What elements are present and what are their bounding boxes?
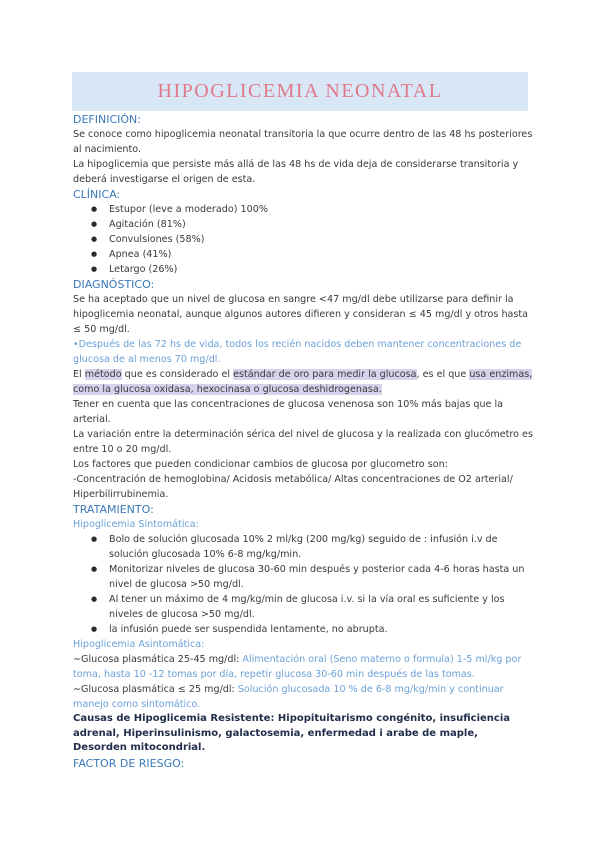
diagnostico-paragraph-3 [73, 367, 533, 397]
causas-paragraph: Causas de Hipoglicemia Resistente: Hipopituitarismo congénito, insuficiencia adrenal, Hiperinsulinismo, galactosemia, enfermedad i arabe de maple, Desorden mitocondrial. [73, 713, 511, 753]
list-item: ● Apnea (41%) [109, 247, 533, 262]
asintomatica-line-1 [73, 652, 533, 682]
highlight-estandar: estándar de oro para medir la glucosa [233, 369, 417, 380]
list-item: ● Letargo (26%) [109, 262, 533, 277]
text-run: , es el que [416, 369, 470, 380]
list-item: ● la infusión puede ser suspendida lentamente, no abrupta. [109, 622, 533, 637]
text-run: El [73, 369, 85, 380]
list-item: ● Convulsiones (58%) [109, 232, 533, 247]
clinica-heading: CLÍNICA: [73, 188, 121, 201]
text-run-blue: Solución glucosada 10 % de 6-8 mg/kg/min y continuar manejo como sintomático. [73, 684, 504, 710]
title-banner [72, 72, 528, 111]
diagnostico-paragraph-1: Se ha aceptado que un nivel de glucosa en sangre <47 mg/dl debe utilizarse para definir la hipoglicemia neonatal, aunque algunos autores difieren y consideran ≤ 45 mg/dl y otros hasta ≤ 50 mg/dl. [73, 294, 529, 335]
text-run: Glucosa plasmática 25-45 mg/dl: [81, 654, 243, 665]
factor-heading: FACTOR DE RIESGO: [73, 756, 185, 770]
tratamiento-list [73, 532, 533, 637]
diagnostico-paragraph-4: Tener en cuenta que las concentraciones de glucosa venenosa son 10% más bajas que la arterial. [73, 399, 504, 425]
highlight-enzimas: usa enzimas, como la glucosa oxidasa, hexocinasa o glucosa deshidrogenasa. [73, 369, 533, 395]
list-item: ● Estupor (leve a moderado) 100% [109, 202, 533, 217]
diagnostico-paragraph-7: -Concentración de hemoglobina/ Acidosis metabólica/ Altas concentraciones de O2 arterial/ Hiperbilirrubinemia. [73, 474, 513, 500]
tilde-mark: ∼ [73, 684, 82, 695]
text-run: Glucosa plasmática ≤ 25 mg/dl: [81, 684, 238, 695]
sintomatica-subheading: Hipoglicemia Sintomática: [73, 519, 199, 530]
list-item: ● Al tener un máximo de 4 mg/kg/min de glucosa i.v. si la vía oral es suficiente y los niveles de glucosa >50 mg/dl. [109, 592, 533, 622]
list-item: ● Agitación (81%) [109, 217, 533, 232]
diagnostico-note: •Después de las 72 hs de vida, todos los recién nacidos deben mantener concentraciones de glucosa de al menos 70 mg/dl. [73, 339, 522, 365]
highlight-metodo: método [84, 369, 122, 380]
clinica-list [73, 202, 533, 277]
diagnostico-paragraph-6: Los factores que pueden condicionar cambios de glucosa por glucometro son: [73, 459, 448, 470]
definicion-paragraph-1: Se conoce como hipoglicemia neonatal transitoria la que ocurre dentro de las 48 hs posteriores al nacimiento. [73, 129, 533, 155]
text-run: que es considerado el [121, 369, 234, 380]
tratamiento-heading: TRATAMIENTO: [73, 503, 154, 516]
diagnostico-heading: DIAGNÓSTICO: [73, 278, 155, 291]
list-item: ● Monitorizar niveles de glucosa 30-60 min después y posterior cada 4-6 horas hasta un nivel de glucosa >50 mg/dl. [109, 562, 533, 592]
text-run-blue: Alimentación oral (Seno materno o formula) 1-5 ml/kg por toma, hasta 10 -12 tomas por día, repetir glucosa 30-60 min después de las tomas. [73, 654, 522, 680]
asintomatica-line-2 [73, 682, 533, 712]
asintomatica-subheading: Hipoglicemia Asintomática: [73, 639, 205, 650]
diagnostico-paragraph-5: La variación entre la determinación sérica del nivel de glucosa y la realizada con glucómetro es entre 10 o 20 mg/dl. [73, 429, 533, 455]
document-body [73, 112, 533, 771]
definicion-heading: DEFINICIÓN: [73, 113, 141, 126]
tilde-mark: ∼ [73, 654, 82, 665]
list-item: ● Bolo de solución glucosada 10% 2 ml/kg (200 mg/kg) seguido de : infusión i.v de solución glucosada 10% 6-8 mg/kg/min. [109, 532, 533, 562]
page-title: HIPOGLICEMIA NEONATAL [157, 80, 443, 102]
definicion-paragraph-2: La hipoglicemia que persiste más allá de las 48 hs de vida deja de considerarse transitoria y deberá investigarse el origen de esta. [73, 159, 519, 185]
